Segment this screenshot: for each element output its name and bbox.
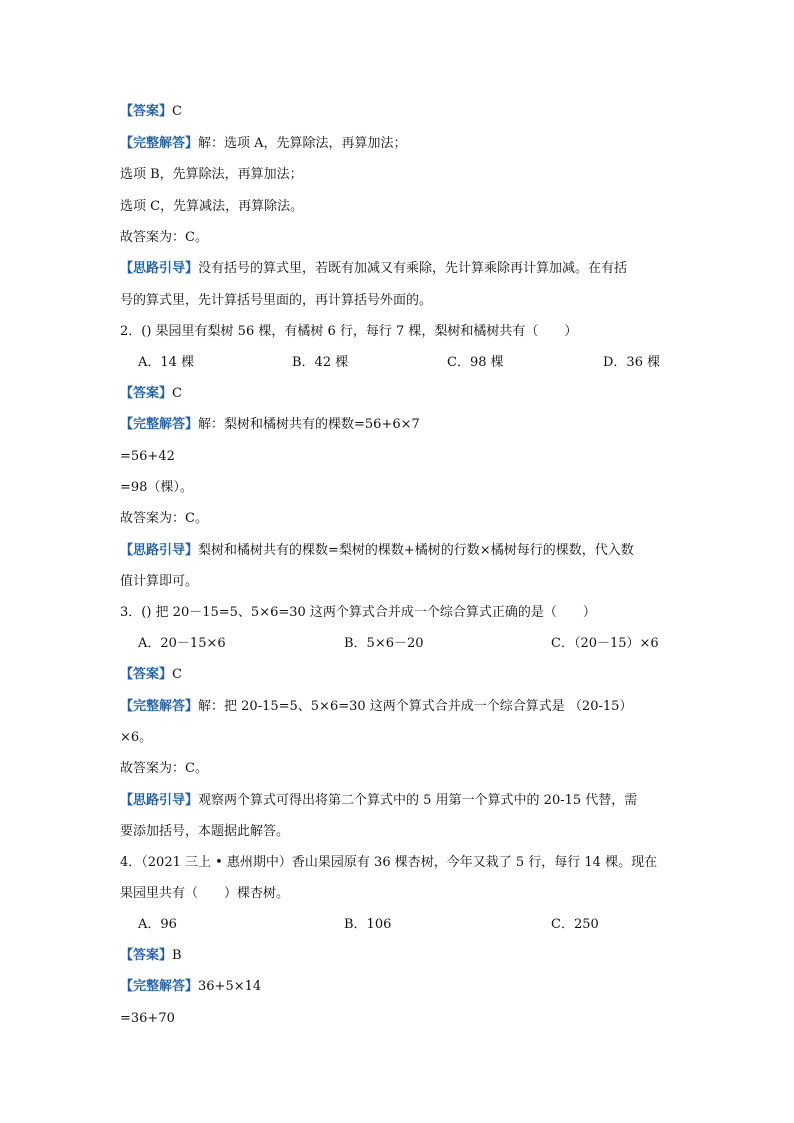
solution-label: 【完整解答】 xyxy=(120,136,199,151)
q1-solution-line-3: 选项 C，先算减法，再算除法。 xyxy=(120,199,304,214)
q1-hint-line xyxy=(120,260,627,278)
q4-option-c: C．250 xyxy=(551,917,599,932)
q2-stem: 2．() 果园里有梨树 56 棵，有橘树 6 行，每行 7 棵，梨树和橘树共有（ ） xyxy=(120,324,578,339)
q2-solution: 解：梨树和橘树共有的棵数=56+6×7 xyxy=(198,417,420,432)
hint-label: 【思路引导】 xyxy=(120,793,199,808)
q4-solution-line xyxy=(120,978,261,996)
q4-answer-line xyxy=(120,947,182,965)
q3-solution: 解：把 20-15=5、5×6=30 这两个算式合并成一个综合算式是 （20-15） xyxy=(198,699,633,714)
q4-option-b: B．106 xyxy=(344,917,392,932)
hint-label: 【思路引导】 xyxy=(120,543,199,558)
answer-label: 【答案】 xyxy=(120,948,173,963)
q4-solution-line-2: =36+70 xyxy=(120,1011,175,1026)
q2-option-a: A．14 棵 xyxy=(138,355,195,370)
q3-option-a: A．20－15×6 xyxy=(138,636,226,651)
q2-option-d: D．36 棵 xyxy=(603,355,661,370)
q3-hint-line xyxy=(120,792,637,810)
q3-solution-line xyxy=(120,698,632,716)
hint-label: 【思路引导】 xyxy=(120,261,199,276)
q3-solution-line-2: ×6。 xyxy=(120,730,153,745)
q1-conclusion: 故答案为：C。 xyxy=(120,230,208,245)
q2-solution-line-2: =56+42 xyxy=(120,449,175,464)
q3-conclusion: 故答案为：C。 xyxy=(120,761,208,776)
solution-label: 【完整解答】 xyxy=(120,699,199,714)
q2-hint: 梨树和橘树共有的棵数=梨树的棵数+橘树的行数×橘树每行的棵数，代入数 xyxy=(198,543,634,558)
q4-stem: 4．（2021 三上 • 惠州期中）香山果园原有 36 棵杏树，今年又栽了 5 行，每行 14 棵。现在 xyxy=(120,855,658,870)
q2-conclusion: 故答案为：C。 xyxy=(120,511,208,526)
q2-hint-line-2: 值计算即可。 xyxy=(120,574,199,589)
q2-option-c: C．98 棵 xyxy=(447,355,504,370)
q4-solution: 36+5×14 xyxy=(198,979,262,994)
q3-option-c: C．（20－15）×6 xyxy=(551,636,659,651)
q3-hint: 观察两个算式可得出将第二个算式中的 5 用第一个算式中的 20-15 代替，需 xyxy=(198,793,638,808)
answer-label: 【答案】 xyxy=(120,667,173,682)
answer-label: 【答案】 xyxy=(120,104,173,119)
q1-hint-line-2: 号的算式里，先计算括号里面的，再计算括号外面的。 xyxy=(120,293,433,308)
q2-option-b: B．42 棵 xyxy=(292,355,349,370)
q4-answer: B xyxy=(172,948,182,963)
q3-stem: 3．() 把 20－15=5、5×6=30 这两个算式合并成一个综合算式正确的是（ ） xyxy=(120,605,596,620)
q1-solution: 解：选项 A，先算除法，再算加法； xyxy=(198,136,407,151)
q1-solution-line xyxy=(120,135,407,153)
q2-answer-line xyxy=(120,385,182,403)
q3-hint-line-2: 要添加括号，本题据此解答。 xyxy=(120,824,290,839)
q1-answer: C xyxy=(172,104,182,119)
answer-label: 【答案】 xyxy=(120,386,173,401)
q3-answer-line xyxy=(120,666,182,684)
q2-hint-line xyxy=(120,542,634,560)
solution-label: 【完整解答】 xyxy=(120,979,199,994)
solution-label: 【完整解答】 xyxy=(120,417,199,432)
q1-solution-line-2: 选项 B，先算除法，再算加法； xyxy=(120,167,303,182)
q1-answer-line xyxy=(120,103,182,121)
q2-solution-line-3: =98（棵）。 xyxy=(120,480,193,495)
q4-option-a: A．96 xyxy=(138,917,177,932)
q4-stem-line-2: 果园里共有（ ）棵杏树。 xyxy=(120,886,290,901)
q2-solution-line xyxy=(120,416,420,434)
q3-answer: C xyxy=(172,667,182,682)
q1-hint: 没有括号的算式里，若既有加减又有乘除，先计算乘除再计算加减。在有括 xyxy=(198,261,628,276)
q2-answer: C xyxy=(172,386,182,401)
q3-option-b: B．5×6－20 xyxy=(344,636,424,651)
